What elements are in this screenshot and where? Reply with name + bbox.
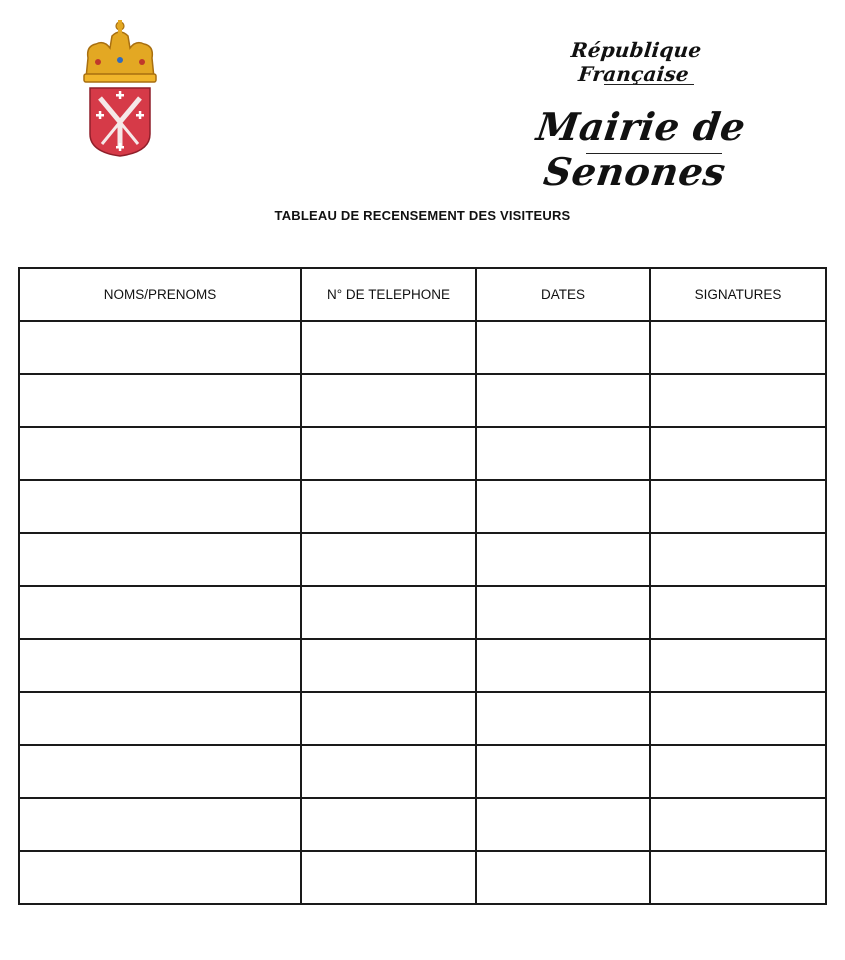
cell-names[interactable] bbox=[19, 692, 301, 745]
cell-names[interactable] bbox=[19, 533, 301, 586]
republic-label: République Française bbox=[569, 38, 703, 86]
cell-names[interactable] bbox=[19, 639, 301, 692]
visitor-register-table bbox=[18, 267, 827, 905]
cell-names[interactable] bbox=[19, 321, 301, 374]
table-row bbox=[19, 692, 826, 745]
town-hall-title: Mairie de Senones bbox=[533, 104, 749, 194]
table-row bbox=[19, 321, 826, 374]
cell-phone[interactable] bbox=[301, 639, 476, 692]
cell-phone[interactable] bbox=[301, 427, 476, 480]
cell-date[interactable] bbox=[476, 745, 650, 798]
cell-signature[interactable] bbox=[650, 533, 826, 586]
table-row bbox=[19, 586, 826, 639]
cell-signature[interactable] bbox=[650, 427, 826, 480]
table-row bbox=[19, 427, 826, 480]
table-header-row bbox=[19, 268, 826, 321]
cell-names[interactable] bbox=[19, 798, 301, 851]
cell-phone[interactable] bbox=[301, 851, 476, 904]
cell-phone[interactable] bbox=[301, 692, 476, 745]
cell-phone[interactable] bbox=[301, 745, 476, 798]
column-header-dates: DATES bbox=[476, 268, 650, 321]
cell-names[interactable] bbox=[19, 745, 301, 798]
cell-names[interactable] bbox=[19, 851, 301, 904]
table-row bbox=[19, 745, 826, 798]
cell-date[interactable] bbox=[476, 321, 650, 374]
cell-names[interactable] bbox=[19, 586, 301, 639]
cell-date[interactable] bbox=[476, 480, 650, 533]
table-row bbox=[19, 533, 826, 586]
column-header-phone: N° DE TELEPHONE bbox=[301, 268, 476, 321]
divider bbox=[604, 84, 694, 85]
cell-date[interactable] bbox=[476, 639, 650, 692]
cell-signature[interactable] bbox=[650, 851, 826, 904]
column-header-signatures: SIGNATURES bbox=[650, 268, 826, 321]
cell-date[interactable] bbox=[476, 692, 650, 745]
cell-signature[interactable] bbox=[650, 480, 826, 533]
cell-phone[interactable] bbox=[301, 374, 476, 427]
form-title: TABLEAU DE RECENSEMENT DES VISITEURS bbox=[274, 208, 571, 223]
table-row bbox=[19, 374, 826, 427]
cell-names[interactable] bbox=[19, 427, 301, 480]
cell-date[interactable] bbox=[476, 586, 650, 639]
cell-signature[interactable] bbox=[650, 639, 826, 692]
table-row bbox=[19, 480, 826, 533]
cell-signature[interactable] bbox=[650, 374, 826, 427]
cell-date[interactable] bbox=[476, 533, 650, 586]
divider bbox=[586, 153, 722, 154]
crown-icon bbox=[84, 20, 156, 82]
cell-phone[interactable] bbox=[301, 798, 476, 851]
cell-signature[interactable] bbox=[650, 692, 826, 745]
cell-phone[interactable] bbox=[301, 480, 476, 533]
cell-phone[interactable] bbox=[301, 586, 476, 639]
cell-signature[interactable] bbox=[650, 321, 826, 374]
cell-date[interactable] bbox=[476, 427, 650, 480]
table-row bbox=[19, 639, 826, 692]
cell-phone[interactable] bbox=[301, 533, 476, 586]
cell-signature[interactable] bbox=[650, 745, 826, 798]
cell-phone[interactable] bbox=[301, 321, 476, 374]
column-header-names: NOMS/PRENOMS bbox=[19, 268, 301, 321]
cell-date[interactable] bbox=[476, 374, 650, 427]
cell-date[interactable] bbox=[476, 851, 650, 904]
shield-icon bbox=[90, 88, 150, 156]
cell-names[interactable] bbox=[19, 480, 301, 533]
table-row bbox=[19, 798, 826, 851]
cell-names[interactable] bbox=[19, 374, 301, 427]
cell-signature[interactable] bbox=[650, 798, 826, 851]
cell-date[interactable] bbox=[476, 798, 650, 851]
cell-signature[interactable] bbox=[650, 586, 826, 639]
coat-of-arms-icon bbox=[78, 18, 162, 158]
table-row bbox=[19, 851, 826, 904]
